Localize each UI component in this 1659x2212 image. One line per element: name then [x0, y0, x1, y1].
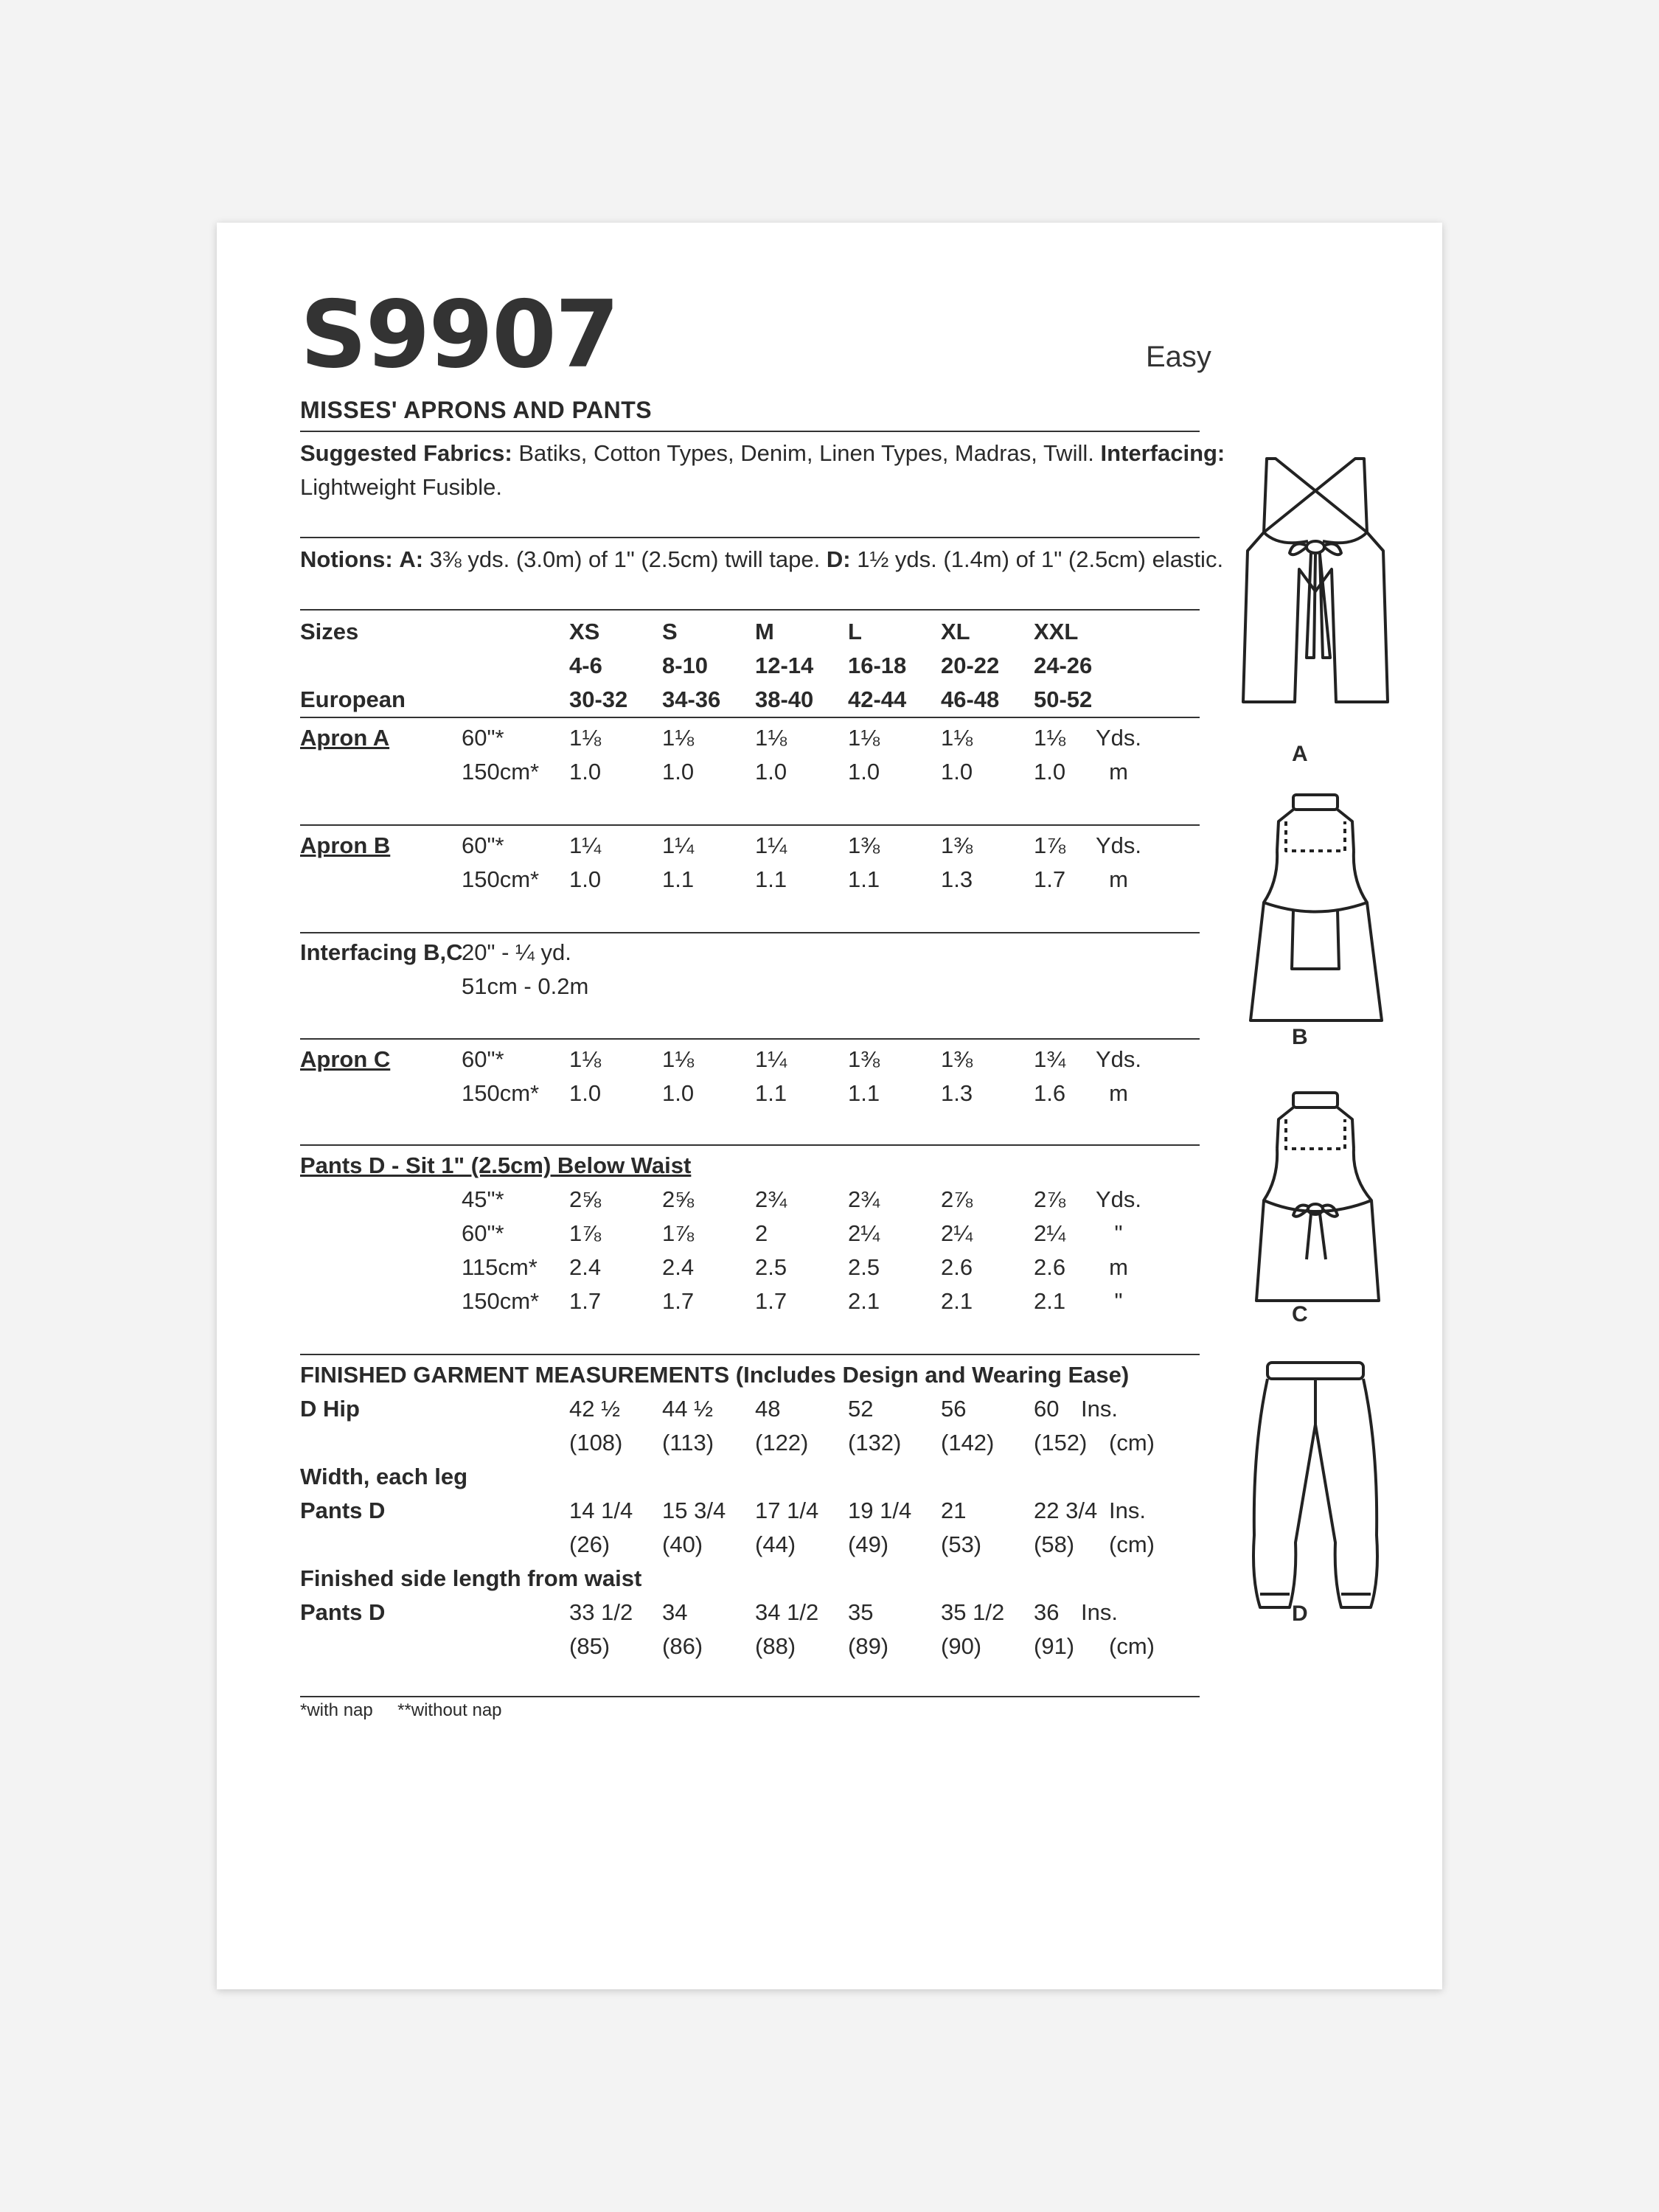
- measurement-cell: 52: [848, 1396, 874, 1422]
- footnote-without-nap: **without nap: [397, 1700, 502, 1720]
- yardage-cell: 1.7: [1034, 866, 1066, 892]
- yardage-cell: 1.0: [569, 866, 602, 892]
- size-eu-cell: 30-32: [569, 686, 628, 712]
- fabric-width-cell: 115cm*: [462, 1254, 538, 1280]
- interfacing-bc-line-1: 20" - ¼ yd.: [462, 939, 571, 965]
- divider: [300, 932, 1200, 933]
- measurement-cell: 33 1/2: [569, 1599, 633, 1625]
- yardage-cell: 1.0: [755, 759, 787, 785]
- unit-cell: Yds.: [1095, 725, 1142, 751]
- fabric-width-cell: 60"*: [462, 1220, 504, 1246]
- yardage-cell: 1⅛: [662, 725, 695, 751]
- measurement-cell: 14 1/4: [569, 1498, 633, 1523]
- divider: [300, 1354, 1200, 1355]
- measurement-cell: 34 1/2: [755, 1599, 819, 1625]
- yardage-cell: 1.6: [1034, 1080, 1066, 1106]
- yardage-cell: 1¾: [1034, 1046, 1066, 1072]
- fabrics-text: Batiks, Cotton Types, Denim, Linen Types, Madras, Twill.: [518, 440, 1094, 466]
- measurement-cell: (89): [848, 1633, 889, 1659]
- unit-cell: m: [1109, 1080, 1128, 1106]
- divider: [300, 1144, 1200, 1146]
- measurement-cell: (108): [569, 1430, 623, 1455]
- measurement-cell: (132): [848, 1430, 902, 1455]
- notions-d-text: 1½ yds. (1.4m) of 1" (2.5cm) elastic.: [857, 546, 1224, 572]
- size-us-cell: 4-6: [569, 653, 602, 678]
- measurement-cell: (91): [1034, 1633, 1075, 1659]
- size-eu-cell: 38-40: [755, 686, 814, 712]
- fabric-width-cell: 150cm*: [462, 866, 540, 892]
- divider: [300, 1696, 1200, 1697]
- measurement-cell: (90): [941, 1633, 982, 1659]
- fabrics-block: [300, 437, 1225, 504]
- size-letters-cell: M: [755, 619, 774, 644]
- measurement-unit: Ins.: [1081, 1599, 1118, 1625]
- notions-a-label: A:: [399, 546, 424, 572]
- fabric-width-cell: 150cm*: [462, 759, 540, 785]
- yardage-cell: 1.7: [662, 1288, 695, 1314]
- yardage-cell: 1.0: [662, 1080, 695, 1106]
- yardage-cell: 1.0: [569, 759, 602, 785]
- unit-cell: m: [1109, 759, 1128, 785]
- measurement-cell: (122): [755, 1430, 809, 1455]
- yardage-cell: 2.6: [941, 1254, 973, 1280]
- yardage-cell: 1.3: [941, 1080, 973, 1106]
- pattern-number: S9907: [300, 280, 619, 389]
- yardage-cell: 1¼: [662, 832, 695, 858]
- divider: [300, 717, 1200, 718]
- yardage-cell: 1.1: [755, 866, 787, 892]
- notions-d-label: D:: [826, 546, 851, 572]
- european-label: European: [300, 686, 406, 712]
- measurement-cell: 22 3/4: [1034, 1498, 1098, 1523]
- notions-a-text: 3⅜ yds. (3.0m) of 1" (2.5cm) twill tape.: [429, 546, 821, 572]
- measurement-cell: (85): [569, 1633, 611, 1659]
- yardage-cell: 2.1: [941, 1288, 973, 1314]
- yardage-cell: 2⅝: [662, 1186, 695, 1212]
- yardage-cell: 2⅝: [569, 1186, 602, 1212]
- yardage-cell: 1⅜: [848, 832, 880, 858]
- measurement-cell: 60: [1034, 1396, 1060, 1422]
- fabric-width-cell: 45"*: [462, 1186, 504, 1212]
- yardage-cell: 1⅛: [1034, 725, 1066, 751]
- size-letters-cell: L: [848, 619, 862, 644]
- measurement-cell: 21: [941, 1498, 967, 1523]
- apron-a-label: Apron A: [300, 725, 390, 751]
- measurement-cell: (152): [1034, 1430, 1088, 1455]
- yardage-cell: 2¾: [848, 1186, 880, 1212]
- footnote-with-nap: *with nap: [300, 1700, 373, 1720]
- interfacing-text: Lightweight Fusible.: [300, 474, 502, 500]
- divider: [300, 824, 1200, 826]
- yardage-cell: 1¼: [755, 1046, 787, 1072]
- yardage-cell: 2.6: [1034, 1254, 1066, 1280]
- measurement-cell: 15 3/4: [662, 1498, 726, 1523]
- yardage-cell: 1¼: [755, 832, 787, 858]
- measurement-cell: 56: [941, 1396, 967, 1422]
- finished-title: [300, 1358, 1129, 1392]
- yardage-cell: 1.0: [662, 759, 695, 785]
- footnote: [300, 1700, 502, 1721]
- measurement-cell: 44 ½: [662, 1396, 713, 1422]
- hip-label: D Hip: [300, 1396, 360, 1422]
- fabric-width-cell: 60"*: [462, 1046, 504, 1072]
- yardage-cell: 2¼: [941, 1220, 973, 1246]
- unit-cell: m: [1109, 1254, 1128, 1280]
- measurement-cell: (86): [662, 1633, 703, 1659]
- yardage-cell: 2⅞: [1034, 1186, 1066, 1212]
- size-us-cell: 12-14: [755, 653, 814, 678]
- width-sub-label: Pants D: [300, 1498, 386, 1523]
- yardage-cell: 1.1: [755, 1080, 787, 1106]
- view-c-illustration: [1234, 1090, 1397, 1326]
- measurement-cell: (26): [569, 1531, 611, 1557]
- yardage-cell: 1⅛: [569, 1046, 602, 1072]
- measurement-unit: (cm): [1109, 1430, 1155, 1455]
- yardage-cell: 2.1: [848, 1288, 880, 1314]
- yardage-cell: 1.0: [941, 759, 973, 785]
- pattern-title: MISSES' APRONS AND PANTS: [300, 397, 653, 423]
- size-us-cell: 24-26: [1034, 653, 1093, 678]
- size-us-cell: 16-18: [848, 653, 907, 678]
- yardage-cell: 2: [755, 1220, 768, 1246]
- yardage-cell: 2⅞: [941, 1186, 973, 1212]
- yardage-cell: 1.3: [941, 866, 973, 892]
- measurement-cell: 34: [662, 1599, 688, 1625]
- interfacing-label: Interfacing:: [1100, 440, 1225, 466]
- size-us-cell: 8-10: [662, 653, 709, 678]
- yardage-cell: 2.5: [848, 1254, 880, 1280]
- interfacing-bc-label: Interfacing B,C: [300, 939, 463, 965]
- measurement-cell: 48: [755, 1396, 781, 1422]
- fabrics-label: Suggested Fabrics:: [300, 440, 512, 466]
- yardage-cell: 1⅛: [941, 725, 973, 751]
- unit-cell: ": [1114, 1220, 1123, 1246]
- fabric-width-cell: 150cm*: [462, 1080, 540, 1106]
- yardage-cell: 1.0: [848, 759, 880, 785]
- size-us-cell: 20-22: [941, 653, 1000, 678]
- finished-title-text: FINISHED GARMENT MEASUREMENTS: [300, 1362, 730, 1388]
- unit-cell: Yds.: [1095, 832, 1142, 858]
- view-a-label: A: [1292, 742, 1308, 766]
- measurement-cell: (49): [848, 1531, 889, 1557]
- measurement-cell: 36: [1034, 1599, 1060, 1625]
- pants-d-label: Pants D - Sit 1" (2.5cm) Below Waist: [300, 1152, 692, 1178]
- yardage-cell: 1.1: [848, 1080, 880, 1106]
- view-d-illustration: [1238, 1358, 1393, 1624]
- measurement-unit: Ins.: [1081, 1396, 1118, 1422]
- measurement-cell: (44): [755, 1531, 796, 1557]
- size-letters-cell: XXL: [1034, 619, 1079, 644]
- size-letters-cell: XL: [941, 619, 970, 644]
- yardage-cell: 2.4: [662, 1254, 695, 1280]
- sizes-label: Sizes: [300, 619, 359, 644]
- measurement-unit: (cm): [1109, 1633, 1155, 1659]
- notions-block: [300, 543, 1223, 577]
- unit-cell: m: [1109, 866, 1128, 892]
- size-letters-cell: XS: [569, 619, 600, 644]
- measurement-unit: (cm): [1109, 1531, 1155, 1557]
- measurement-cell: (40): [662, 1531, 703, 1557]
- apron-c-label: Apron C: [300, 1046, 391, 1072]
- yardage-cell: 2.4: [569, 1254, 602, 1280]
- measurement-cell: (53): [941, 1531, 982, 1557]
- view-d-label: D: [1292, 1601, 1308, 1626]
- yardage-cell: 1⅜: [941, 832, 973, 858]
- yardage-cell: 2¼: [1034, 1220, 1066, 1246]
- yardage-cell: 1¼: [569, 832, 602, 858]
- yardage-cell: 1⅞: [662, 1220, 695, 1246]
- size-eu-cell: 50-52: [1034, 686, 1093, 712]
- view-b-label: B: [1292, 1025, 1308, 1049]
- pattern-envelope-back: [217, 223, 1442, 1989]
- measurement-cell: (88): [755, 1633, 796, 1659]
- size-eu-cell: 46-48: [941, 686, 1000, 712]
- yardage-cell: 1⅞: [1034, 832, 1066, 858]
- divider: [300, 609, 1200, 611]
- view-b-illustration: [1234, 792, 1397, 1043]
- length-label: Finished side length from waist: [300, 1565, 642, 1591]
- unit-cell: ": [1114, 1288, 1123, 1314]
- yardage-cell: 2.1: [1034, 1288, 1066, 1314]
- measurement-cell: (113): [662, 1430, 714, 1455]
- width-label: Width, each leg: [300, 1464, 468, 1489]
- yardage-cell: 1.0: [569, 1080, 602, 1106]
- yardage-cell: 1.0: [1034, 759, 1066, 785]
- measurement-cell: (58): [1034, 1531, 1075, 1557]
- apron-b-label: Apron B: [300, 832, 391, 858]
- unit-cell: Yds.: [1095, 1046, 1142, 1072]
- yardage-cell: 1⅛: [662, 1046, 695, 1072]
- yardage-cell: 2¾: [755, 1186, 787, 1212]
- measurement-cell: (142): [941, 1430, 995, 1455]
- fabric-width-cell: 60"*: [462, 725, 504, 751]
- yardage-cell: 2.5: [755, 1254, 787, 1280]
- fabric-width-cell: 150cm*: [462, 1288, 540, 1314]
- measurement-cell: 42 ½: [569, 1396, 620, 1422]
- difficulty-label: Easy: [1146, 341, 1211, 373]
- yardage-cell: 1⅛: [848, 725, 880, 751]
- yardage-cell: 1⅞: [569, 1220, 602, 1246]
- measurement-cell: 17 1/4: [755, 1498, 819, 1523]
- measurement-unit: Ins.: [1109, 1498, 1146, 1523]
- yardage-cell: 1⅜: [941, 1046, 973, 1072]
- measurement-cell: 19 1/4: [848, 1498, 912, 1523]
- size-eu-cell: 42-44: [848, 686, 907, 712]
- view-c-label: C: [1292, 1302, 1308, 1326]
- yardage-cell: 1⅛: [569, 725, 602, 751]
- divider: [300, 537, 1200, 538]
- notions-label: Notions:: [300, 546, 393, 572]
- measurement-cell: 35: [848, 1599, 874, 1625]
- finished-subtitle: (Includes Design and Wearing Ease): [735, 1362, 1130, 1388]
- view-a-illustration: [1234, 444, 1397, 739]
- interfacing-bc-line-2: 51cm - 0.2m: [462, 973, 589, 999]
- yardage-cell: 1.1: [662, 866, 695, 892]
- yardage-cell: 1.1: [848, 866, 880, 892]
- unit-cell: Yds.: [1095, 1186, 1142, 1212]
- divider: [300, 1038, 1200, 1040]
- size-eu-cell: 34-36: [662, 686, 721, 712]
- divider: [300, 431, 1200, 432]
- yardage-cell: 1⅛: [755, 725, 787, 751]
- measurement-cell: 35 1/2: [941, 1599, 1005, 1625]
- fabric-width-cell: 60"*: [462, 832, 504, 858]
- yardage-cell: 1⅜: [848, 1046, 880, 1072]
- yardage-cell: 2¼: [848, 1220, 880, 1246]
- length-sub-label: Pants D: [300, 1599, 386, 1625]
- size-letters-cell: S: [662, 619, 678, 644]
- yardage-cell: 1.7: [569, 1288, 602, 1314]
- yardage-cell: 1.7: [755, 1288, 787, 1314]
